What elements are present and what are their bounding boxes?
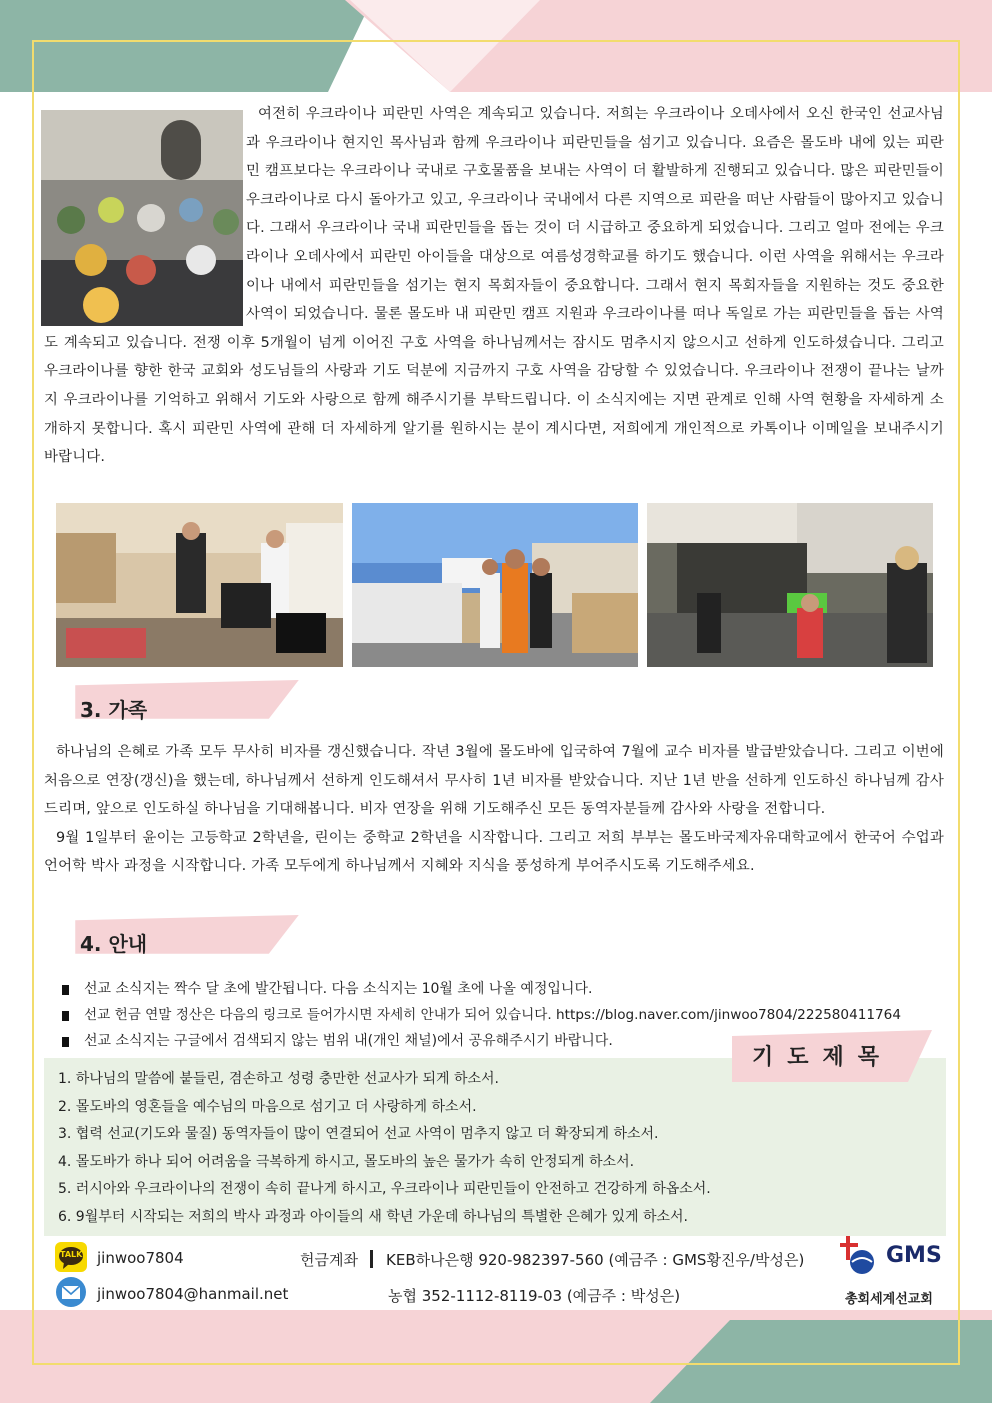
- prayer-item: 1. 하나님의 말씀에 붙들린, 겸손하고 성령 충만한 선교사가 되게 하소서.: [58, 1071, 499, 1087]
- account-label: 헌금계좌: [300, 1251, 358, 1269]
- intro-paragraph: 여전히 우크라이나 피란민 사역은 계속되고 있습니다. 저희는 우크라이나 오데사에서 오신 한국인 선교사님과 우크라이나 현지인 목사님과 함께 우크라이나 피란민들을 섬기고 있습니다. 요즘은 몰도바 내에 있는 피란민 캠프보다는 우크라이나 국내로 구호물품을 보내는 사역이 더 활발하게 진행되고 있습니다. 많은 피란민들이 우크라이나로 다시 돌아가고 있고, 우크라이나 국내에서 다른 지역으로 피란을 떠난 사람들이 많아지고 있습니다. 그래서 우크라이나 국내 피란민들을 돕는 것이 더 시급하고 중요하게 되었습니다. 그리고 얼마 전에는 우크라이나 오데사에서 피란민 아이들을 대상으로 여름성경학교를 하기도 했습니다. 이런 사역을 위해서는 우크라이나 내에서 피란민들을 섬기는 현지 목회자들이 중요합니다. 그래서 현지 목회자들을 지원하는 것도 중요한 사역이 되었습니다. 물론 몰도바 내 피란민 캠프 지원과 우크라이나를 떠나 독일로 가는 피란민들을 돕는 사역도 계속되고 있습니다. 전쟁 이후 5개월이 넘게 이어진 구호 사역을 하나님께서는 잠시도 멈추시지 않으시고 선하게 인도하셨습니다. 그리고 우크라이나를 향한 한국 교회와 성도님들의 사랑과 기도 덕분에 지금까지 구호 사역을 감당할 수 있었습니다. 우크라이나 전쟁이 끝나는 날까지 우크라이나를 기억하고 위해서 기도와 사랑으로 함께 해주시기를 부탁드립니다. 이 소식지에는 지면 관계로 인해 사역 현황을 자세하게 소개하지 못합니다. 혹시 피란민 사역에 관해 더 자세하게 알기를 원하시는 분이 계시다면, 저희에게 개인적으로 카톡이나 이메일을 보내주시기 바랍니다.: [44, 106, 945, 466]
- family-paragraph-1: 하나님의 은혜로 가족 모두 무사히 비자를 갱신했습니다. 작년 3월에 몰도바에 입국하여 7월에 교수 비자를 발급받았습니다. 그리고 이번에 처음으로 연장(갱신)을 했는데, 하나님께서 선하게 인도해셔서 무사히 1년 비자를 받았습니다. 지난 1년 반을 선하게 인도하신 하나님께 감사드리며, 앞으로 인도하실 하나님을 기대해봅니다. 비자 연장을 위해 기도해주신 모든 동역자분들께 감사와 사랑을 전합니다.: [44, 744, 944, 818]
- account-hana: KEB하나은행 920-982397-560 (예금주 : GMS황진우/박성은): [386, 1251, 805, 1269]
- account-nonghyup: 농협 352-1112-8119-03 (예금주 : 박성은): [388, 1287, 681, 1305]
- intro-text-full: [44, 100, 944, 472]
- photo-unloading-supplies: [647, 503, 933, 667]
- notice-item-link[interactable]: 선교 헌금 연말 정산은 다음의 링크로 들어가시면 자세히 안내가 되어 있습니다. https://blog.naver.com/jinwoo7804/222580411764: [60, 1002, 950, 1028]
- gms-logo-text: GMS: [886, 1243, 942, 1268]
- prayer-item: 6. 9월부터 시작되는 저희의 박사 과정과 아이들의 새 학년 가운데 하나님의 특별한 은혜가 있게 하소서.: [58, 1208, 688, 1225]
- email-address[interactable]: jinwoo7804@hanmail.net: [97, 1285, 289, 1303]
- photo-relief-supplies: [352, 503, 638, 667]
- prayer-item: 3. 협력 선교(기도와 물질) 동역자들이 많이 연결되어 선교 사역이 멈추지 않고 더 확장되게 하소서.: [58, 1126, 659, 1143]
- prayer-item: 2. 몰도바의 영혼들을 예수님의 마음으로 섬기고 더 사랑하게 하소서.: [58, 1098, 477, 1115]
- account-divider: [370, 1250, 373, 1268]
- notice-item: 선교 소식지는 짝수 달 초에 발간됩니다. 다음 소식지는 10월 초에 나올 예정입니다.: [60, 976, 950, 1002]
- section-3-title: 3. 가족: [80, 698, 148, 722]
- gms-logo-icon: [840, 1236, 884, 1276]
- org-name: 총회세계선교회: [845, 1292, 933, 1307]
- bullet-square-icon: [62, 1037, 69, 1047]
- prayer-item: 5. 러시아와 우크라이나의 전쟁이 속히 끝나게 하시고, 우크라이나 피란민들이 안전하고 건강하게 하옵소서.: [58, 1181, 711, 1198]
- section-3-text: [44, 738, 944, 881]
- photo-refugee-room: [56, 503, 343, 667]
- family-paragraph-2: 9월 1일부터 윤이는 고등학교 2학년을, 린이는 중학교 2학년을 시작합니다. 그리고 저희 부부는 몰도바국제자유대학교에서 한국어 수업과 언어학 박사 과정을 시작합니다. 가족 모두에게 하나님께서 지혜와 지식을 풍성하게 부어주시도록 기도해주세요.: [44, 829, 944, 875]
- prayer-list: [58, 1066, 711, 1232]
- intro-float-spacer: [40, 100, 242, 326]
- bullet-square-icon: [62, 985, 69, 995]
- notice-item: 선교 소식지는 구글에서 검색되지 않는 범위 내(개인 채널)에서 공유해주시기 바랍니다.: [60, 1028, 950, 1054]
- prayer-title: 기도제목: [752, 1045, 894, 1070]
- section-4-title: 4. 안내: [80, 932, 148, 956]
- prayer-item: 4. 몰도바가 하나 되어 어려움을 극복하게 하시고, 몰도바의 높은 물가가 속히 안정되게 하소서.: [58, 1153, 635, 1170]
- kakao-icon-label: TALK: [60, 1250, 83, 1259]
- kakao-id: jinwoo7804: [97, 1249, 184, 1267]
- email-icon: [55, 1276, 87, 1308]
- bullet-square-icon: [62, 1011, 69, 1021]
